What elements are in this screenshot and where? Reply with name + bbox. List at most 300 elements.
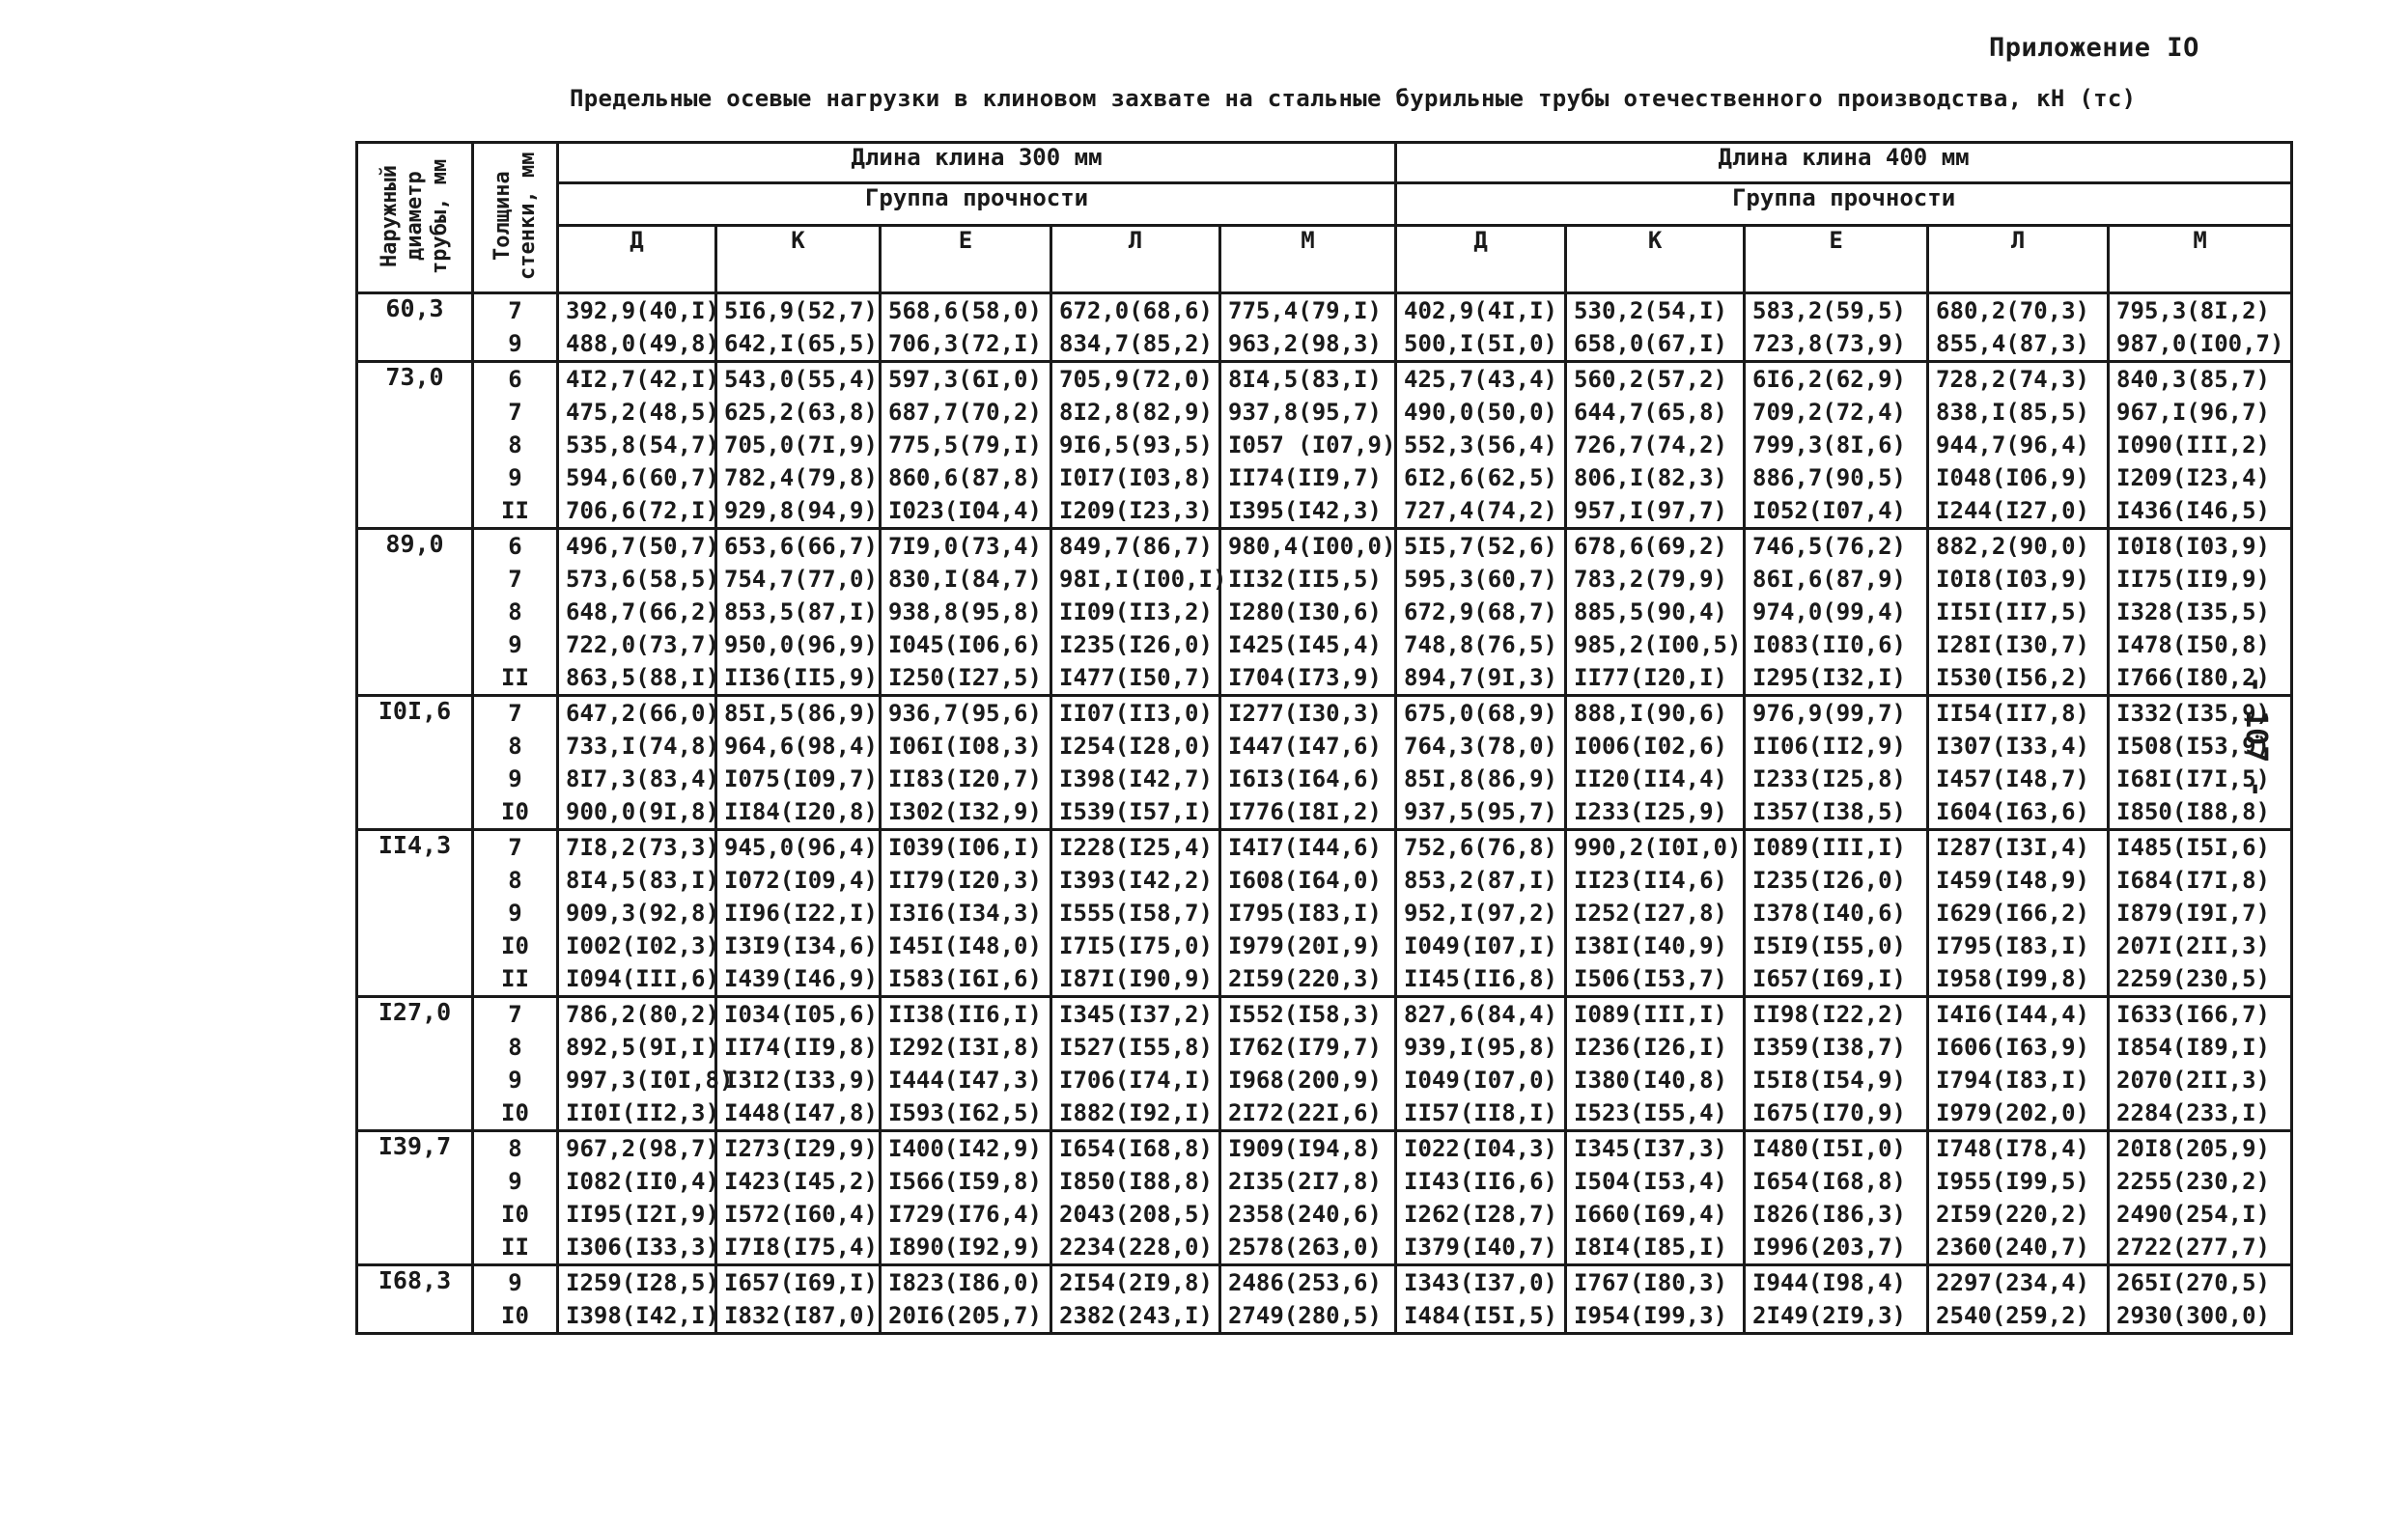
load-value: I448(I47,8) bbox=[724, 1099, 878, 1126]
wall-thickness: II bbox=[501, 965, 529, 992]
wall-thickness: 9 bbox=[508, 631, 522, 658]
load-value: I68I(I7I,5) bbox=[2116, 765, 2270, 792]
load-value: 6I2,6(62,5) bbox=[1404, 464, 1557, 491]
table-row bbox=[357, 362, 2292, 529]
load-value: I034(I05,6) bbox=[724, 1001, 878, 1028]
load-value: 964,6(98,4) bbox=[724, 733, 878, 760]
load-value: 265I(270,5) bbox=[2116, 1269, 2270, 1296]
load-value: I572(I60,4) bbox=[724, 1201, 878, 1228]
load-value: 786,2(80,2) bbox=[566, 1001, 719, 1028]
load-value: I280(I30,6) bbox=[1228, 598, 1382, 625]
load-value: 8I4,5(83,I) bbox=[566, 867, 719, 894]
load-value: II06(II2,9) bbox=[1752, 733, 1906, 760]
load-value: I794(I83,I) bbox=[1936, 1067, 2089, 1094]
load-value: I539(I57,I) bbox=[1059, 798, 1213, 825]
load-value: I823(I86,0) bbox=[888, 1269, 1042, 1296]
load-value: 573,6(58,5) bbox=[566, 566, 719, 593]
load-value: I235(I26,0) bbox=[1752, 867, 1906, 894]
load-value: I45I(I48,0) bbox=[888, 932, 1042, 959]
load-cell bbox=[1051, 1265, 1220, 1334]
wall-thickness: 7 bbox=[508, 399, 522, 426]
load-value: I022(I04,3) bbox=[1404, 1135, 1557, 1162]
load-cell bbox=[1051, 696, 1220, 830]
load-cell bbox=[558, 830, 719, 997]
load-value: 705,9(72,0) bbox=[1059, 366, 1213, 393]
grade-header: Л bbox=[1928, 226, 2109, 293]
load-cell bbox=[716, 1131, 881, 1265]
load-value: II84(I20,8) bbox=[724, 798, 878, 825]
appendix-label: Приложение IO bbox=[1989, 33, 2199, 63]
load-value: I633(I66,7) bbox=[2116, 1001, 2270, 1028]
load-value: I478(I50,8) bbox=[2116, 631, 2270, 658]
load-value: I209(I23,3) bbox=[1059, 497, 1213, 524]
load-value: I023(I04,4) bbox=[888, 497, 1042, 524]
load-value: II07(II3,0) bbox=[1059, 700, 1213, 727]
load-value: 840,3(85,7) bbox=[2116, 366, 2270, 393]
load-cell bbox=[716, 997, 881, 1131]
load-cell bbox=[1745, 1131, 1928, 1265]
load-cell bbox=[881, 1131, 1051, 1265]
load-value: I979(202,0) bbox=[1936, 1099, 2089, 1126]
load-cell bbox=[1220, 830, 1396, 997]
load-cell bbox=[1745, 696, 1928, 830]
load-value: 2070(2II,3) bbox=[2116, 1067, 2270, 1094]
load-value: II96(I22,I) bbox=[724, 900, 878, 927]
load-cell bbox=[716, 293, 881, 362]
load-cell bbox=[716, 529, 881, 696]
col-header-wedge-300: Длина клина 300 мм bbox=[558, 143, 1396, 183]
load-value: 722,0(73,7) bbox=[566, 631, 719, 658]
load-value: II09(II3,2) bbox=[1059, 598, 1213, 625]
load-value: 8I2,8(82,9) bbox=[1059, 399, 1213, 426]
load-value: I233(I25,8) bbox=[1752, 765, 1906, 792]
load-value: 853,5(87,I) bbox=[724, 598, 878, 625]
load-cell bbox=[1566, 293, 1745, 362]
load-cell bbox=[1566, 362, 1745, 529]
wall-thickness: II bbox=[501, 497, 529, 524]
load-value: 967,2(98,7) bbox=[566, 1135, 719, 1162]
load-value: 653,6(66,7) bbox=[724, 533, 878, 560]
load-value: I795(I83,I) bbox=[1228, 900, 1382, 927]
load-cell bbox=[558, 997, 734, 1131]
load-value: 20I6(205,7) bbox=[888, 1302, 1042, 1329]
load-value: 882,2(90,0) bbox=[1936, 533, 2089, 560]
load-value: I508(I53,9) bbox=[2116, 733, 2270, 760]
load-value: I8I4(I85,I) bbox=[1574, 1234, 1727, 1261]
load-value: 597,3(6I,0) bbox=[888, 366, 1042, 393]
wall-thickness-cell bbox=[473, 1265, 558, 1334]
load-value: 4I2,7(42,I) bbox=[566, 366, 719, 393]
load-value: I5I8(I54,9) bbox=[1752, 1067, 1906, 1094]
load-cell bbox=[1396, 830, 1566, 997]
load-value: I090(III,2) bbox=[2116, 431, 2270, 458]
load-cell bbox=[881, 1265, 1051, 1334]
load-value: 402,9(4I,I) bbox=[1404, 297, 1557, 324]
load-cell bbox=[1220, 696, 1396, 830]
load-value: I660(I69,4) bbox=[1574, 1201, 1727, 1228]
load-value: I748(I78,4) bbox=[1936, 1135, 2089, 1162]
pipe-diameter: 89,0 bbox=[357, 529, 473, 696]
grade-header: Л bbox=[1051, 226, 1220, 293]
load-value: 658,0(67,I) bbox=[1574, 330, 1727, 357]
load-value: I480(I5I,0) bbox=[1752, 1135, 1906, 1162]
load-cell bbox=[558, 696, 719, 830]
load-value: I292(I3I,8) bbox=[888, 1034, 1042, 1061]
load-value: 830,I(84,7) bbox=[888, 566, 1042, 593]
load-value: 672,0(68,6) bbox=[1059, 297, 1213, 324]
table-row bbox=[357, 529, 2292, 696]
load-value: I006(I02,6) bbox=[1574, 733, 1727, 760]
load-value: 552,3(56,4) bbox=[1404, 431, 1557, 458]
load-value: I345(I37,2) bbox=[1059, 1001, 1213, 1028]
load-value: 648,7(66,2) bbox=[566, 598, 719, 625]
load-value: 705,0(7I,9) bbox=[724, 431, 878, 458]
load-cell bbox=[2109, 529, 2292, 696]
pipe-diameter: 73,0 bbox=[357, 362, 473, 529]
load-value: 746,5(76,2) bbox=[1752, 533, 1906, 560]
wall-thickness: 9 bbox=[508, 1269, 522, 1296]
load-value: 892,5(9I,I) bbox=[566, 1034, 719, 1061]
load-value: 2297(234,4) bbox=[1936, 1269, 2089, 1296]
load-value: 937,5(95,7) bbox=[1404, 798, 1557, 825]
load-value: 86I,6(87,9) bbox=[1752, 566, 1906, 593]
load-value: 2043(208,5) bbox=[1059, 1201, 1213, 1228]
load-value: I955(I99,5) bbox=[1936, 1168, 2089, 1195]
load-value: 543,0(55,4) bbox=[724, 366, 878, 393]
wall-thickness: I0 bbox=[501, 1099, 529, 1126]
load-value: I657(I69,I) bbox=[1752, 965, 1906, 992]
load-value: I089(III,I) bbox=[1574, 1001, 1727, 1028]
load-value: I359(I38,7) bbox=[1752, 1034, 1906, 1061]
load-value: II32(II5,5) bbox=[1228, 566, 1382, 593]
load-value: 2360(240,7) bbox=[1936, 1234, 2089, 1261]
load-value: I398(I42,7) bbox=[1059, 765, 1213, 792]
load-value: 672,9(68,7) bbox=[1404, 598, 1557, 625]
load-value: 500,I(5I,0) bbox=[1404, 330, 1557, 357]
load-value: I7I8(I75,4) bbox=[724, 1234, 878, 1261]
col-header-group-300: Группа прочности bbox=[558, 183, 1396, 226]
load-value: I850(I88,8) bbox=[1059, 1168, 1213, 1195]
load-value: 886,7(90,5) bbox=[1752, 464, 1906, 491]
load-value: 990,2(I0I,0) bbox=[1574, 834, 1742, 861]
load-value: I832(I87,0) bbox=[724, 1302, 878, 1329]
wall-thickness: 6 bbox=[508, 533, 522, 560]
pipe-diameter: I68,3 bbox=[357, 1265, 473, 1334]
load-value: I235(I26,0) bbox=[1059, 631, 1213, 658]
pipe-diameter: II4,3 bbox=[357, 830, 473, 997]
table-row bbox=[357, 1265, 2292, 1334]
grade-header: Д bbox=[1396, 226, 1566, 293]
load-cell bbox=[1051, 830, 1220, 997]
wall-thickness: 9 bbox=[508, 900, 522, 927]
load-value: 2I59(220,3) bbox=[1228, 965, 1382, 992]
wall-thickness: 9 bbox=[508, 330, 522, 357]
load-cell bbox=[1396, 1265, 1566, 1334]
load-value: I28I(I30,7) bbox=[1936, 631, 2089, 658]
load-value: 2358(240,6) bbox=[1228, 1201, 1382, 1228]
load-value: I398(I42,I) bbox=[566, 1302, 719, 1329]
load-value: I052(I07,4) bbox=[1752, 497, 1906, 524]
wall-thickness: II bbox=[501, 1234, 529, 1261]
wall-thickness: 9 bbox=[508, 1168, 522, 1195]
load-value: II45(II6,8) bbox=[1404, 965, 1557, 992]
load-value: 7I9,0(73,4) bbox=[888, 533, 1042, 560]
load-value: II98(I22,2) bbox=[1752, 1001, 1906, 1028]
wall-thickness-cell bbox=[473, 830, 558, 997]
load-cell bbox=[1928, 997, 2109, 1131]
load-cell bbox=[1928, 696, 2109, 830]
load-value: 885,5(90,4) bbox=[1574, 598, 1727, 625]
load-value: I423(I45,2) bbox=[724, 1168, 878, 1195]
load-value: 706,3(72,I) bbox=[888, 330, 1042, 357]
load-value: 957,I(97,7) bbox=[1574, 497, 1727, 524]
load-value: 2382(243,I) bbox=[1059, 1302, 1213, 1329]
col-header-diameter: Наружный диаметр трубы, мм bbox=[357, 143, 473, 293]
grade-header: К bbox=[1566, 226, 1745, 293]
load-value: 963,2(98,3) bbox=[1228, 330, 1382, 357]
load-value: II74(II9,8) bbox=[724, 1034, 878, 1061]
grade-header: К bbox=[716, 226, 881, 293]
load-value: I302(I32,9) bbox=[888, 798, 1042, 825]
load-value: 85I,8(86,9) bbox=[1404, 765, 1557, 792]
load-value: II54(II7,8) bbox=[1936, 700, 2089, 727]
load-value: 2255(230,2) bbox=[2116, 1168, 2270, 1195]
load-value: I826(I86,3) bbox=[1752, 1201, 1906, 1228]
load-value: 568,6(58,0) bbox=[888, 297, 1042, 324]
load-value: I332(I35,9) bbox=[2116, 700, 2270, 727]
load-value: I766(I80,2) bbox=[2116, 664, 2270, 691]
table-row bbox=[357, 830, 2292, 997]
load-value: 944,7(96,4) bbox=[1936, 431, 2089, 458]
load-cell bbox=[1928, 362, 2109, 529]
load-value: 945,0(96,4) bbox=[724, 834, 878, 861]
grade-header: М bbox=[1220, 226, 1396, 293]
table-row bbox=[357, 696, 2292, 830]
wall-thickness-cell bbox=[473, 529, 558, 696]
load-cell bbox=[1745, 1265, 1928, 1334]
load-value: I3I6(I34,3) bbox=[888, 900, 1042, 927]
load-cell bbox=[716, 830, 881, 997]
load-value: I209(I23,4) bbox=[2116, 464, 2270, 491]
load-cell bbox=[1928, 1265, 2109, 1334]
load-cell bbox=[1220, 529, 1396, 696]
load-value: 936,7(95,6) bbox=[888, 700, 1042, 727]
wall-thickness: I0 bbox=[501, 1302, 529, 1329]
load-value: 929,8(94,9) bbox=[724, 497, 878, 524]
load-cell bbox=[716, 696, 881, 830]
load-value: I795(I83,I) bbox=[1936, 932, 2089, 959]
load-value: I527(I55,8) bbox=[1059, 1034, 1213, 1061]
load-value: II74(II9,7) bbox=[1228, 464, 1382, 491]
load-value: I776(I8I,2) bbox=[1228, 798, 1382, 825]
load-value: 583,2(59,5) bbox=[1752, 297, 1906, 324]
load-value: I259(I28,5) bbox=[566, 1269, 719, 1296]
load-cell bbox=[881, 696, 1051, 830]
wall-thickness: 9 bbox=[508, 765, 522, 792]
load-value: I262(I28,7) bbox=[1404, 1201, 1557, 1228]
load-value: I277(I30,3) bbox=[1228, 700, 1382, 727]
load-value: I523(I55,4) bbox=[1574, 1099, 1727, 1126]
load-value: 2I49(2I9,3) bbox=[1752, 1302, 1906, 1329]
load-cell bbox=[2109, 830, 2292, 997]
load-value: I436(I46,5) bbox=[2116, 497, 2270, 524]
wall-thickness-cell bbox=[473, 293, 558, 362]
load-value: I072(I09,4) bbox=[724, 867, 878, 894]
load-value: 7I8,2(73,3) bbox=[566, 834, 719, 861]
load-cell bbox=[1051, 997, 1220, 1131]
wall-thickness: 9 bbox=[508, 464, 522, 491]
load-value: I425(I45,4) bbox=[1228, 631, 1382, 658]
load-value: I236(I26,I) bbox=[1574, 1034, 1727, 1061]
load-value: I0I8(I03,9) bbox=[1936, 566, 2089, 593]
load-value: I378(I40,6) bbox=[1752, 900, 1906, 927]
load-cell bbox=[2109, 293, 2292, 362]
load-value: 5I5,7(52,6) bbox=[1404, 533, 1557, 560]
load-value: I530(I56,2) bbox=[1936, 664, 2089, 691]
load-value: I979(20I,9) bbox=[1228, 932, 1382, 959]
load-value: I729(I76,4) bbox=[888, 1201, 1042, 1228]
load-cell bbox=[1928, 1131, 2109, 1265]
load-value: I393(I42,2) bbox=[1059, 867, 1213, 894]
load-cell bbox=[716, 362, 881, 529]
load-value: I4I7(I44,6) bbox=[1228, 834, 1382, 861]
load-value: I604(I63,6) bbox=[1936, 798, 2089, 825]
load-value: II20(II4,4) bbox=[1574, 765, 1727, 792]
load-value: 647,2(66,0) bbox=[566, 700, 719, 727]
load-value: I089(III,I) bbox=[1752, 834, 1906, 861]
wall-thickness: I0 bbox=[501, 1201, 529, 1228]
load-value: 950,0(96,9) bbox=[724, 631, 878, 658]
load-value: 98I,I(I00,I) bbox=[1059, 566, 1227, 593]
load-value: I38I(I40,9) bbox=[1574, 932, 1727, 959]
load-cell bbox=[2109, 1131, 2292, 1265]
load-value: 728,2(74,3) bbox=[1936, 366, 2089, 393]
grade-header: Е bbox=[1745, 226, 1928, 293]
load-cell bbox=[2109, 362, 2292, 529]
load-value: I328(I35,5) bbox=[2116, 598, 2270, 625]
load-value: 85I,5(86,9) bbox=[724, 700, 878, 727]
load-value: 687,7(70,2) bbox=[888, 399, 1042, 426]
load-value: 20I8(205,9) bbox=[2116, 1135, 2270, 1162]
load-value: I082(II0,4) bbox=[566, 1168, 719, 1195]
load-value: I233(I25,9) bbox=[1574, 798, 1727, 825]
load-value: 894,7(9I,3) bbox=[1404, 664, 1557, 691]
load-value: II43(II6,6) bbox=[1404, 1168, 1557, 1195]
col-header-thickness: Толщина стенки, мм bbox=[473, 143, 558, 293]
load-cell bbox=[1928, 293, 2109, 362]
load-value: I555(I58,7) bbox=[1059, 900, 1213, 927]
load-value: 2I54(2I9,8) bbox=[1059, 1269, 1213, 1296]
load-value: 764,3(78,0) bbox=[1404, 733, 1557, 760]
load-value: I504(I53,4) bbox=[1574, 1168, 1727, 1195]
load-cell bbox=[881, 997, 1051, 1131]
load-value: II5I(II7,5) bbox=[1936, 598, 2089, 625]
load-cell bbox=[1745, 529, 1928, 696]
wall-thickness-cell bbox=[473, 696, 558, 830]
load-value: 625,2(63,8) bbox=[724, 399, 878, 426]
load-value: I606(I63,9) bbox=[1936, 1034, 2089, 1061]
load-value: 795,3(8I,2) bbox=[2116, 297, 2270, 324]
load-value: I0I7(I03,8) bbox=[1059, 464, 1213, 491]
load-value: I552(I58,3) bbox=[1228, 1001, 1382, 1028]
load-value: 2I59(220,2) bbox=[1936, 1201, 2089, 1228]
load-cell bbox=[1745, 293, 1928, 362]
load-value: 775,4(79,I) bbox=[1228, 297, 1382, 324]
load-value: I244(I27,0) bbox=[1936, 497, 2089, 524]
load-cell bbox=[2109, 1265, 2292, 1334]
wall-thickness: 6 bbox=[508, 366, 522, 393]
load-value: 967,I(96,7) bbox=[2116, 399, 2270, 426]
load-cell bbox=[1220, 293, 1396, 362]
wall-thickness: I0 bbox=[501, 798, 529, 825]
load-value: I06I(I08,3) bbox=[888, 733, 1042, 760]
wall-thickness: 8 bbox=[508, 733, 522, 760]
load-value: 2234(228,0) bbox=[1059, 1234, 1213, 1261]
load-cell bbox=[881, 529, 1051, 696]
load-cell bbox=[1051, 293, 1220, 362]
load-value: 900,0(9I,8) bbox=[566, 798, 719, 825]
load-value: 939,I(95,8) bbox=[1404, 1034, 1557, 1061]
load-value: I400(I42,9) bbox=[888, 1135, 1042, 1162]
load-value: I654(I68,8) bbox=[1059, 1135, 1213, 1162]
load-value: 806,I(82,3) bbox=[1574, 464, 1727, 491]
load-value: I228(I25,4) bbox=[1059, 834, 1213, 861]
load-value: I002(I02,3) bbox=[566, 932, 719, 959]
load-cell bbox=[558, 293, 719, 362]
wall-thickness: 7 bbox=[508, 566, 522, 593]
load-value: 5I6,9(52,7) bbox=[724, 297, 878, 324]
col-header-group-400: Группа прочности bbox=[1396, 183, 2292, 226]
load-value: 980,4(I00,0) bbox=[1228, 533, 1396, 560]
load-value: II36(II5,9) bbox=[724, 664, 878, 691]
wall-thickness: 7 bbox=[508, 1001, 522, 1028]
wall-thickness-cell bbox=[473, 1131, 558, 1265]
table-title: Предельные осевые нагрузки в клиновом захвате на стальные бурильные трубы отечественного производства, кН (тс) bbox=[570, 85, 2137, 112]
pipe-diameter: I27,0 bbox=[357, 997, 473, 1131]
load-value: I583(I6I,6) bbox=[888, 965, 1042, 992]
load-value: 827,6(84,4) bbox=[1404, 1001, 1557, 1028]
load-value: 9I6,5(93,5) bbox=[1059, 431, 1213, 458]
load-value: 849,7(86,7) bbox=[1059, 533, 1213, 560]
wall-thickness-cell bbox=[473, 362, 558, 529]
load-value: I3I9(I34,6) bbox=[724, 932, 878, 959]
load-value: I484(I5I,5) bbox=[1404, 1302, 1557, 1329]
load-value: 488,0(49,8) bbox=[566, 330, 719, 357]
load-value: I684(I7I,8) bbox=[2116, 867, 2270, 894]
load-value: 909,3(92,8) bbox=[566, 900, 719, 927]
load-value: 530,2(54,I) bbox=[1574, 297, 1727, 324]
load-value: 678,6(69,2) bbox=[1574, 533, 1727, 560]
load-value: 8I7,3(83,4) bbox=[566, 765, 719, 792]
load-value: 706,6(72,I) bbox=[566, 497, 719, 524]
load-cell bbox=[2109, 997, 2292, 1131]
load-cell bbox=[1220, 997, 1396, 1131]
load-value: 754,7(77,0) bbox=[724, 566, 878, 593]
load-value: I457(I48,7) bbox=[1936, 765, 2089, 792]
load-cell bbox=[1928, 830, 2109, 997]
load-value: I045(I06,6) bbox=[888, 631, 1042, 658]
load-value: I593(I62,5) bbox=[888, 1099, 1042, 1126]
col-header-wedge-400: Длина клина 400 мм bbox=[1396, 143, 2292, 183]
load-value: 976,9(99,7) bbox=[1752, 700, 1906, 727]
load-value: II23(II4,6) bbox=[1574, 867, 1727, 894]
load-value: 709,2(72,4) bbox=[1752, 399, 1906, 426]
load-value: 952,I(97,2) bbox=[1404, 900, 1557, 927]
load-value: 987,0(I00,7) bbox=[2116, 330, 2284, 357]
load-cell bbox=[1566, 1265, 1745, 1334]
load-value: I459(I48,9) bbox=[1936, 867, 2089, 894]
load-value: I395(I42,3) bbox=[1228, 497, 1382, 524]
